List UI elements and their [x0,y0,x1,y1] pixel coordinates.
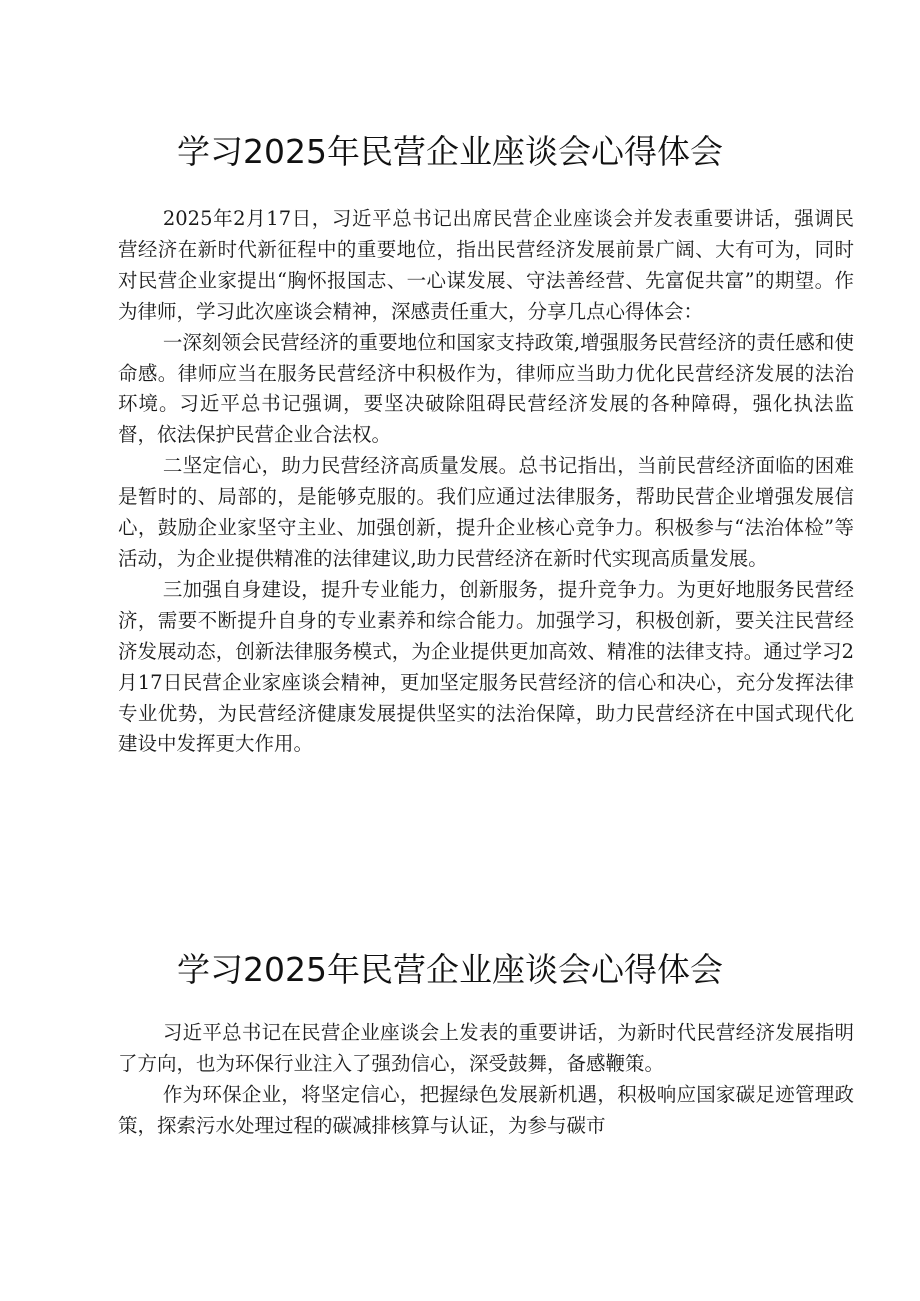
article-1-title: 学习2025年民营企业座谈会心得体会 [177,132,723,171]
article-1-paragraph-2: 一深刻领会民营经济的重要地位和国家支持政策,增强服务民营经济的责任感和使命感。律师应当在服务民营经济中积极作为，律师应当助力优化民营经济发展的法治环境。习近平总书记强调，要坚决破除阻碍民营经济发展的各种障碍，强化执法监督，依法保护民营企业合法权。 [118,330,854,447]
article-1-paragraph-1: 2025年2月17日，习近平总书记出席民营企业座谈会并发表重要讲话，强调民营经济在新时代新征程中的重要地位，指出民营经济发展前景广阔、大有可为，同时对民营企业家提出“胸怀报国志、一心谋发展、守法善经营、先富促共富”的期望。作为律师，学习此次座谈会精神，深感责任重大，分享几点心得体会： [118,207,854,323]
article-2-paragraph-1: 习近平总书记在民营企业座谈会上发表的重要讲话，为新时代民营经济发展指明了方向，也为环保行业注入了强劲信心，深受鼓舞，备感鞭策。 [118,1021,854,1075]
article-2-paragraph-2: 作为环保企业，将坚定信心，把握绿色发展新机遇，积极响应国家碳足迹管理政策，探索污水处理过程的碳减排核算与认证，为参与碳市 [118,1082,854,1137]
article-1-body [118,204,854,760]
article-1-paragraph-4: 三加强自身建设，提升专业能力，创新服务，提升竞争力。为更好地服务民营经济，需要不断提升自身的专业素养和综合能力。加强学习，积极创新，要关注民营经济发展动态，创新法律服务模式，为企业提供更加高效、精准的法律支持。通过学习2月17日民营企业家座谈会精神，更加坚定服务民营经济的信心和决心，充分发挥法律专业优势，为民营经济健康发展提供坚实的法治保障，助力民营经济在中国式现代化建设中发挥更大作用。 [118,577,854,756]
article-2-body [118,1018,854,1142]
article-2-title: 学习2025年民营企业座谈会心得体会 [177,950,723,989]
article-1-paragraph-3: 二坚定信心，助力民营经济高质量发展。总书记指出，当前民营经济面临的困难是暂时的、局部的，是能够克服的。我们应通过法律服务，帮助民营企业增强发展信心，鼓励企业家坚守主业、加强创新，提升企业核心竞争力。积极参与“法治体检”等活动，为企业提供精准的法律建议,助力民营经济在新时代实现高质量发展。 [118,454,854,570]
